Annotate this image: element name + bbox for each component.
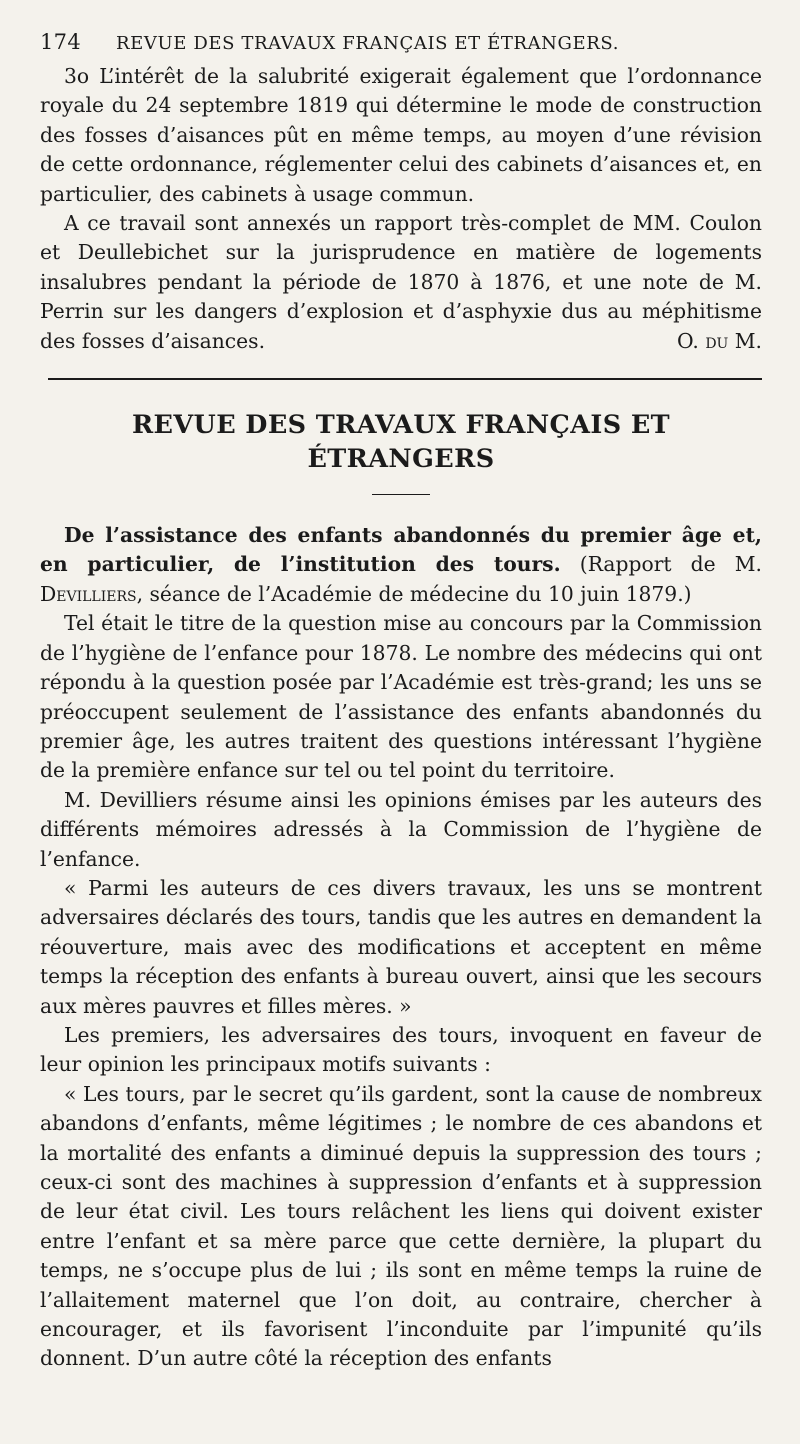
article-title: De l’assistance des enfants abandonnés du premier âge et, en particulier, de l’institution des tours. xyxy=(40,523,762,577)
author-signature: O. du M. xyxy=(676,328,762,353)
paragraph-opponents: Les premiers, les adversaires des tours, invoquent en faveur de leur opinion les principaux motifs suivants : xyxy=(40,1022,762,1077)
article-ref-prefix: (Rapport de M. xyxy=(560,552,762,577)
paragraph-ordinance: 3o L’intérêt de la salubrité exigerait également que l’ordonnance royale du 24 septembre 1819 qui détermine le mode de construction des fosses d’aisances pût en même temps, au moyen d’une révision de cette ordonnance, réglementer celui des cabinets d’aisances et, en particulier, des cabinets à usage commun. xyxy=(40,64,762,206)
article-ref-author: Devilliers xyxy=(40,581,137,606)
paragraph-quote-authors: « Parmi les auteurs de ces divers travaux, les uns se montrent adversaires déclarés des tours, tandis que les autres en demandent la réouverture, mais avec des modifications et acceptent en même temps la réception des enfants à bureau ouvert, ainsi que les secours aux mères pauvres et filles mères. » xyxy=(40,875,762,1018)
section-title: REVUE DES TRAVAUX FRANÇAIS ET ÉTRANGERS xyxy=(131,410,671,475)
article-heading xyxy=(40,521,762,609)
paragraph-annexes xyxy=(40,209,762,356)
title-underline xyxy=(372,494,430,495)
annexes-text: A ce travail sont annexés un rapport très-complet de MM. Coulon et Deullebichet sur la jurisprudence en matière de logements insalubres pendant la période de 1870 à 1876, et une note de M. Perrin sur les dangers d’explosion et d’asphyxie dus au méphitisme des fosses d’aisances. xyxy=(40,211,762,353)
paragraph-quote-tours: « Les tours, par le secret qu’ils gardent, sont la cause de nombreux abandons d’enfants, même légitimes ; le nombre de ces abandons et la mortalité des enfants a diminué depuis la suppression des tours ; ceux-ci sont des machines à suppression d’enfants et à suppression de leur état civil. Les tours relâchent les liens qui doivent exister entre l’enfant et sa mère parce que cette dernière, la plupart du temps, ne s’occupe plus de lui ; ils sont en même temps la ruine de l’allaitement maternel que l’on doit, au contraire, chercher à encourager, et ils favorisent l’inconduite par l’impunité qu’ils donnent. D’un autre côté la réception des enfants xyxy=(40,1081,762,1371)
running-header xyxy=(40,30,762,62)
section-divider xyxy=(48,378,762,380)
paragraph-contest: Tel était le titre de la question mise au concours par la Commission de l’hygiène de l’enfance pour 1878. Le nombre des médecins qui ont répondu à la question posée par l’Académie est très-grand; les uns se préoccupent seulement de l’assistance des enfants abandonnés du premier âge, les autres traitent des questions intéressant l’hygiène de la première enfance sur tel ou tel point du territoire. xyxy=(40,611,762,783)
article-ref-suffix: , séance de l’Académie de médecine du 10 juin 1879.) xyxy=(136,581,692,606)
paragraph-summary: M. Devilliers résume ainsi les opinions émises par les auteurs des différents mémoires adressés à la Commission de l’hygiène de l’enfance. xyxy=(40,787,762,871)
page-number: 174 xyxy=(40,30,81,54)
running-title: REVUE DES TRAVAUX FRANÇAIS ET ÉTRANGERS. xyxy=(116,33,620,54)
